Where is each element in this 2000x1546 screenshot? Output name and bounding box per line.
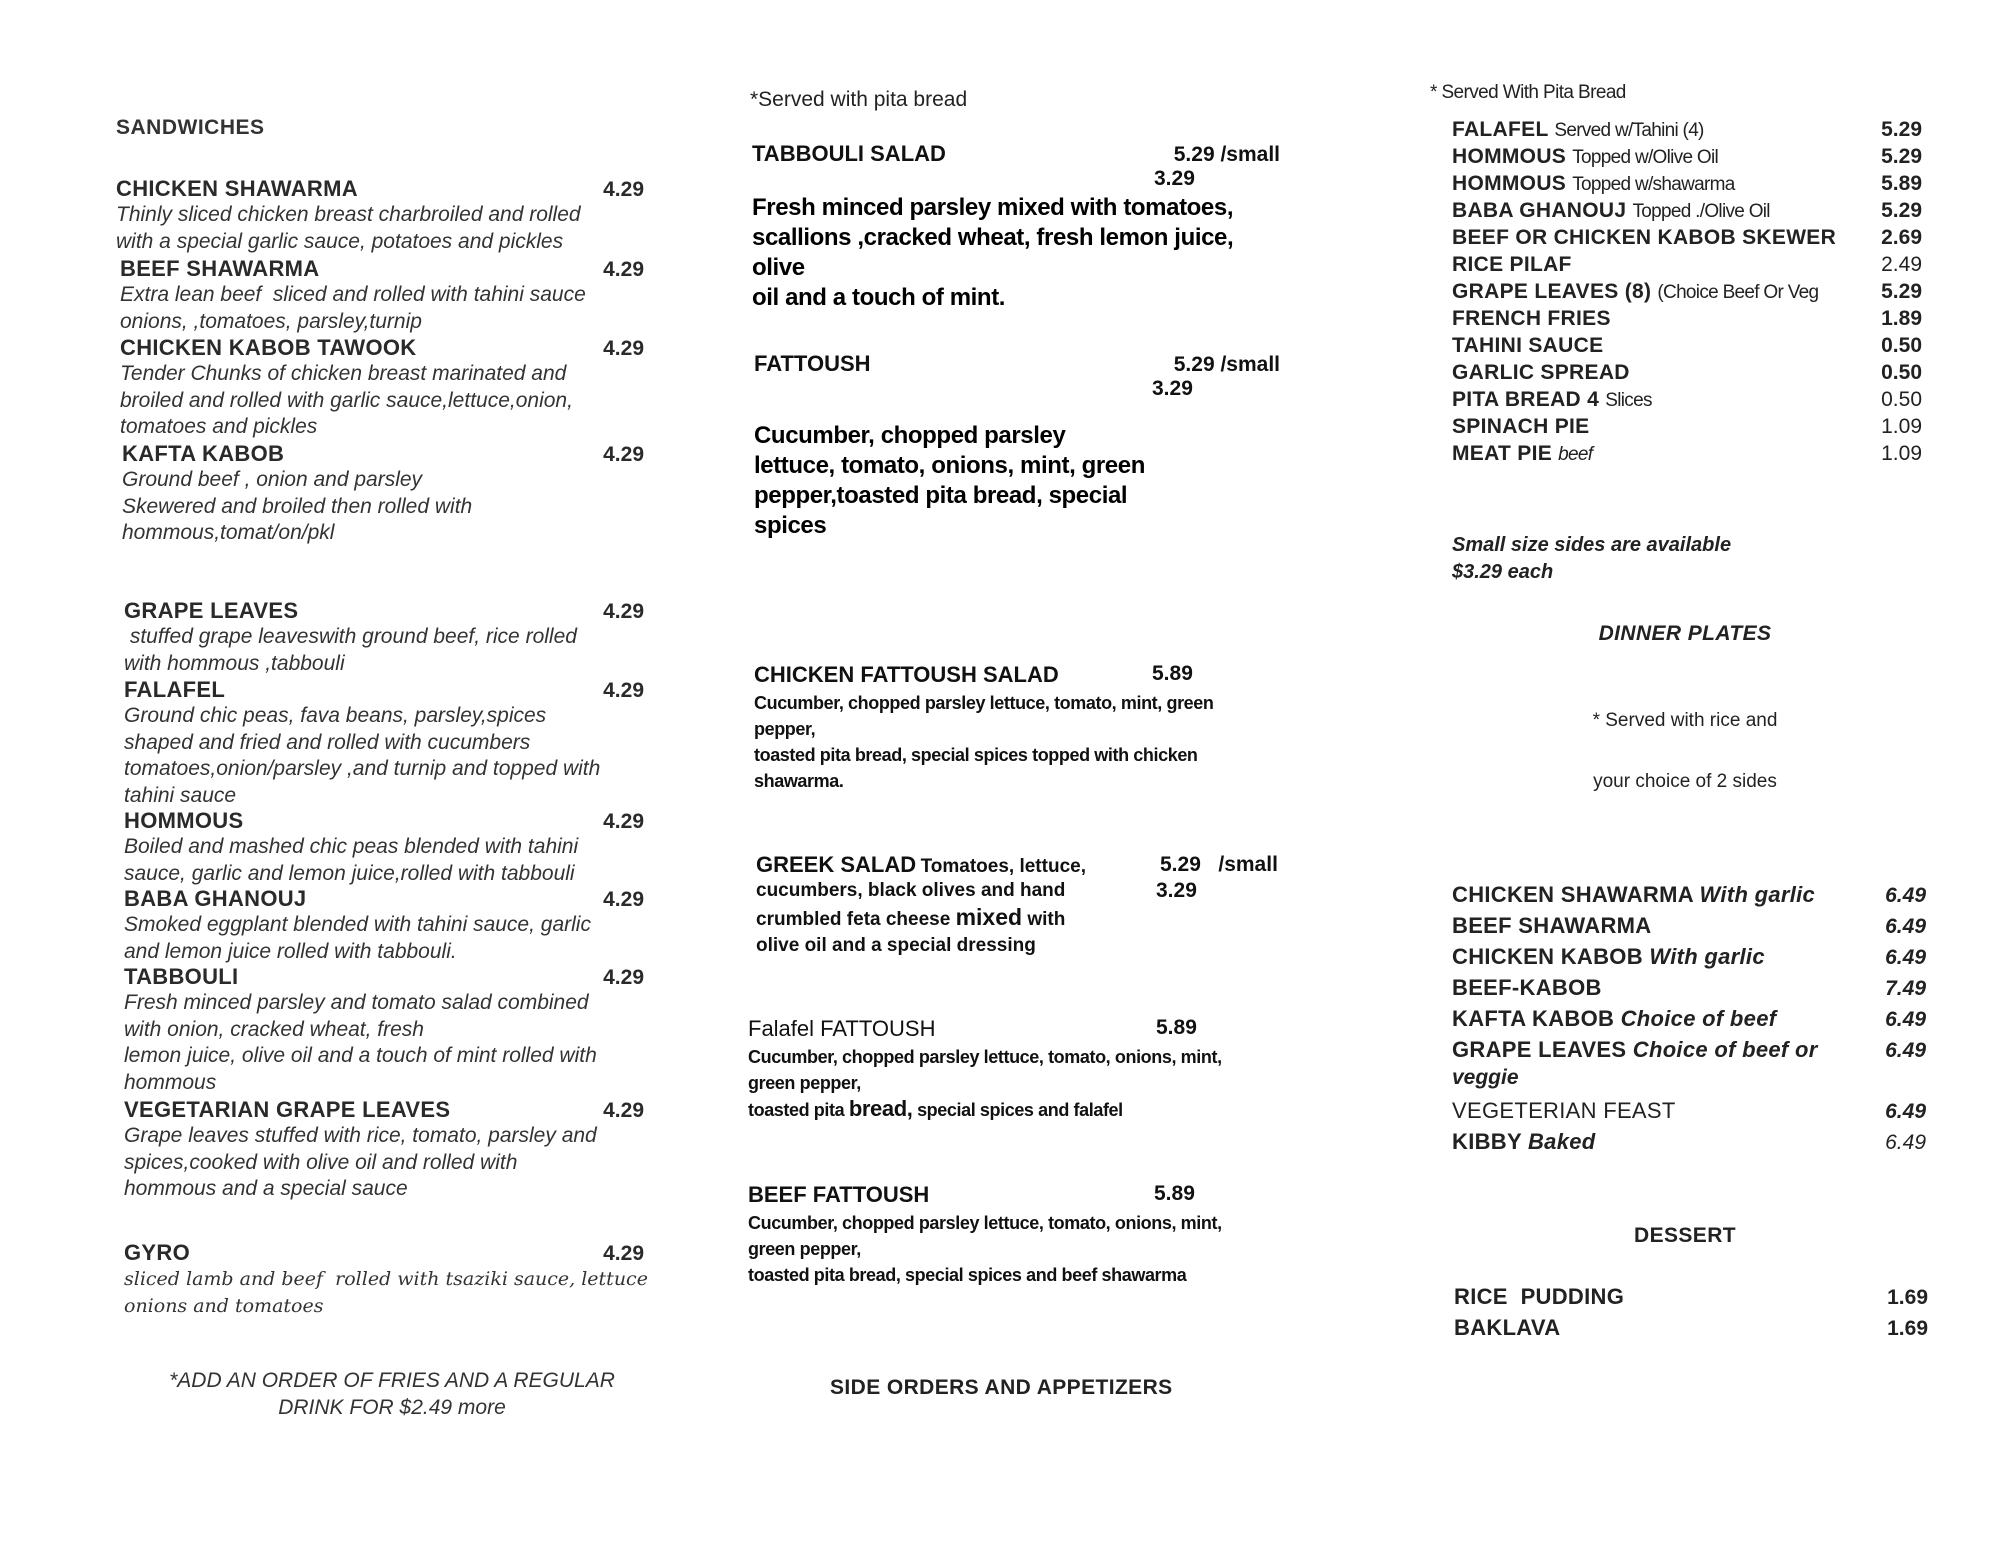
sandwich-name: KAFTA KABOB xyxy=(122,441,285,466)
fries-drink-note-line: DRINK FOR $2.49 more xyxy=(278,1396,506,1419)
sandwich-item xyxy=(124,1097,644,1203)
side-order-title: MEAT PIE xyxy=(1452,442,1553,465)
description-fragment: special spices and falafel xyxy=(917,1100,1123,1120)
sandwich-header xyxy=(116,176,644,202)
falafel-fattoush-item xyxy=(748,1016,1278,1123)
description-line: onions, ,tomatoes, parsley,turnip xyxy=(120,309,422,333)
dinner-plate-name xyxy=(1452,1006,1776,1032)
dinner-plate-row xyxy=(1452,1037,1926,1066)
side-order-item xyxy=(1452,442,1922,469)
item-small-price: 3.29 xyxy=(1152,377,1193,400)
sandwich-header xyxy=(124,598,644,624)
side-order-name xyxy=(1452,388,1652,412)
dinner-plate-price: 6.49 xyxy=(1885,1008,1926,1031)
sandwich-description xyxy=(122,467,644,547)
side-order-item xyxy=(1452,118,1922,145)
served-with-pita-note: *Served with pita bread xyxy=(750,88,968,111)
side-order-price: 5.29 xyxy=(1881,118,1922,141)
item-name: GREEK SALAD xyxy=(756,852,917,877)
side-order-name xyxy=(1452,361,1630,385)
sandwich-header xyxy=(124,886,644,912)
side-order-name xyxy=(1452,442,1592,466)
description-line: with a special garlic sauce, potatoes and pickles xyxy=(116,229,564,253)
sandwich-description xyxy=(120,282,644,335)
side-order-item xyxy=(1452,334,1922,361)
item-price: 5.89 xyxy=(1156,1016,1197,1039)
side-order-title: HOMMOUS xyxy=(1452,172,1567,195)
dessert-price: 1.69 xyxy=(1887,1317,1928,1340)
dessert-price: 1.69 xyxy=(1887,1286,1928,1309)
side-order-title: HOMMOUS xyxy=(1452,145,1567,168)
side-order-title: FALAFEL xyxy=(1452,118,1549,141)
description-line: lemon juice, olive oil and a touch of mint rolled with xyxy=(124,1044,597,1067)
side-order-price: 5.29 xyxy=(1881,280,1922,303)
served-with-pita-note: * Served With Pita Bread xyxy=(1430,82,1626,103)
dinner-plate-row xyxy=(1452,1129,1926,1158)
side-order-name xyxy=(1452,334,1603,358)
description-line: hommous and a special sauce xyxy=(124,1177,408,1200)
description-line: Thinly sliced chicken breast charbroiled and rolled xyxy=(116,203,581,226)
description-line: Fresh minced parsley mixed with tomatoes, xyxy=(752,194,1234,221)
sandwich-description xyxy=(124,1266,648,1320)
sandwich-description xyxy=(124,624,644,677)
sandwich-name: VEGETARIAN GRAPE LEAVES xyxy=(124,1097,451,1122)
sandwich-header xyxy=(120,335,644,361)
dinner-plate-price: 6.49 xyxy=(1885,1100,1926,1123)
dinner-plate-item xyxy=(1452,913,1926,942)
small-size-note-line: $3.29 each xyxy=(1452,561,1554,583)
side-order-item xyxy=(1452,145,1922,172)
description-line: Extra lean beef sliced and rolled with tahini sauce xyxy=(120,283,586,306)
description-line: Fresh minced parsley and tomato salad combined xyxy=(124,991,589,1014)
description-line: Cucumber, chopped parsley lettuce, tomato, onions, mint, xyxy=(748,1213,1222,1233)
item-name: FATTOUSH xyxy=(754,351,871,376)
description-line: green pepper, xyxy=(748,1073,861,1093)
description-line: Tender Chunks of chicken breast marinated and xyxy=(120,362,567,385)
description-line xyxy=(756,904,1286,933)
dinner-plate-title: VEGETERIAN FEAST xyxy=(1452,1098,1676,1123)
description-line: hommous,tomat/on/pkl xyxy=(122,521,335,544)
side-order-item xyxy=(1452,361,1922,388)
sandwich-price: 4.29 xyxy=(603,810,644,833)
description-line: pepper, xyxy=(754,719,816,739)
sandwich-name: HOMMOUS xyxy=(124,808,244,833)
dinner-plate-title: KAFTA KABOB xyxy=(1452,1006,1615,1031)
description-line: hommous xyxy=(124,1070,217,1094)
sandwich-name: BEEF SHAWARMA xyxy=(120,256,320,281)
sandwich-price: 4.29 xyxy=(603,337,644,360)
dinner-plate-price: 6.49 xyxy=(1885,915,1926,938)
side-order-item xyxy=(1452,199,1922,226)
sandwich-description xyxy=(124,990,644,1096)
side-order-name xyxy=(1452,118,1704,142)
description-line: tomatoes and pickles xyxy=(120,415,318,438)
description-line: Ground beef , onion and parsley xyxy=(122,468,423,491)
description-line: spices xyxy=(754,512,827,539)
description-line: pepper,toasted pita bread, special xyxy=(754,482,1128,509)
description-line: Skewered and broiled then rolled with xyxy=(122,494,473,518)
description-line: olive oil and a special dressing xyxy=(756,935,1036,956)
dinner-plate-row xyxy=(1452,882,1926,911)
item-price: 5.29 /small xyxy=(1173,353,1280,376)
dinner-plate-name xyxy=(1452,1098,1676,1124)
side-order-note: Slices xyxy=(1605,390,1652,411)
dessert-item xyxy=(1454,1284,1928,1315)
sandwich-price: 4.29 xyxy=(603,1242,644,1265)
sandwich-description xyxy=(124,1123,644,1203)
side-order-note: Topped ./Olive Oil xyxy=(1632,201,1770,222)
side-order-price: 0.50 xyxy=(1881,388,1922,411)
description-line: with hommous ,tabbouli xyxy=(124,651,345,675)
side-order-title: SPINACH PIE xyxy=(1452,415,1590,438)
item-description xyxy=(754,690,1280,794)
dinner-plate-name xyxy=(1452,1037,1818,1063)
dinner-plate-title: CHICKEN SHAWARMA xyxy=(1452,882,1694,907)
side-order-item xyxy=(1452,388,1922,415)
dinner-plate-price: 6.49 xyxy=(1885,1131,1926,1154)
description-line: and lemon juice rolled with tabbouli. xyxy=(124,939,457,963)
dinner-plate-name xyxy=(1452,944,1765,970)
description-line: Smoked eggplant blended with tahini sauce, garlic xyxy=(124,913,591,936)
dinner-plate-item xyxy=(1452,975,1926,1004)
dinner-plate-row xyxy=(1452,975,1926,1004)
dinner-plate-name xyxy=(1452,1129,1596,1155)
sandwich-header xyxy=(124,1240,644,1266)
dessert-title: DESSERT xyxy=(1634,1224,1736,1247)
sandwich-header xyxy=(124,677,644,703)
item-name: CHICKEN FATTOUSH SALAD xyxy=(754,662,1059,687)
dinner-sides-note: your choice of 2 sides xyxy=(1593,771,1777,792)
side-order-price: 2.49 xyxy=(1881,253,1922,276)
side-order-price: 1.09 xyxy=(1881,442,1922,465)
side-order-name xyxy=(1452,145,1718,169)
sandwich-description xyxy=(116,202,644,255)
dinner-plate-title: GRAPE LEAVES xyxy=(1452,1037,1627,1062)
description-line: toasted pita bread, special spices topped with chicken xyxy=(754,745,1198,765)
item-name: BEEF FATTOUSH xyxy=(748,1182,930,1207)
sandwich-item xyxy=(124,808,644,887)
side-order-item xyxy=(1452,307,1922,334)
sandwich-header xyxy=(124,964,644,990)
side-order-item xyxy=(1452,172,1922,199)
dinner-plate-price: 6.49 xyxy=(1885,884,1926,907)
dinner-plate-note-cont: veggie xyxy=(1452,1066,1519,1089)
chicken-fattoush-item xyxy=(754,662,1280,794)
description-line: stuffed grape leaveswith ground beef, rice rolled xyxy=(124,625,577,648)
side-order-price: 1.89 xyxy=(1881,307,1922,330)
side-order-title: GRAPE LEAVES (8) xyxy=(1452,280,1652,303)
sandwich-item xyxy=(122,441,644,547)
side-order-item xyxy=(1452,415,1922,442)
side-order-name xyxy=(1452,415,1590,439)
item-name: Falafel FATTOUSH xyxy=(748,1016,936,1041)
description-line: lettuce, tomato, onions, mint, green xyxy=(754,452,1145,479)
side-orders-list xyxy=(1452,118,1922,469)
sandwich-name: CHICKEN KABOB TAWOOK xyxy=(120,335,417,360)
description-line: onions and tomatoes xyxy=(124,1295,324,1317)
sandwich-price: 4.29 xyxy=(603,679,644,702)
sandwich-item xyxy=(124,886,644,965)
dinner-plate-price: 6.49 xyxy=(1885,1039,1926,1062)
sandwich-header xyxy=(124,808,644,834)
side-order-price: 1.09 xyxy=(1881,415,1922,438)
sandwich-description xyxy=(124,834,644,887)
side-order-item xyxy=(1452,253,1922,280)
sandwich-item xyxy=(120,256,644,335)
side-order-note: beef xyxy=(1558,444,1593,465)
greek-salad-item xyxy=(756,852,1286,959)
description-line: Cucumber, chopped parsley lettuce, tomato, mint, green xyxy=(754,693,1214,713)
side-order-name xyxy=(1452,226,1836,250)
sandwich-price: 4.29 xyxy=(603,258,644,281)
dinner-plate-note: Choice of beef or xyxy=(1632,1037,1818,1062)
fattoush-item xyxy=(754,351,1280,541)
side-order-note: Topped w/Olive Oil xyxy=(1572,147,1719,168)
description-fragment: toasted pita xyxy=(748,1100,845,1120)
side-order-name xyxy=(1452,172,1735,196)
side-order-price: 2.69 xyxy=(1881,226,1922,249)
side-order-price: 5.89 xyxy=(1881,172,1922,195)
side-order-price: 0.50 xyxy=(1881,334,1922,357)
dinner-plate-note: With garlic xyxy=(1649,944,1765,969)
sandwich-description xyxy=(120,361,644,441)
description-fragment: mixed xyxy=(955,904,1023,930)
sandwich-name: FALAFEL xyxy=(124,677,226,702)
sandwich-name: CHICKEN SHAWARMA xyxy=(116,176,358,201)
sandwich-item xyxy=(120,335,644,441)
description-fragment: crumbled feta cheese xyxy=(756,909,951,930)
sandwich-price: 4.29 xyxy=(603,600,644,623)
description-line: sauce, garlic and lemon juice,rolled with tabbouli xyxy=(124,861,575,885)
description-fragment: bread, xyxy=(848,1096,913,1121)
description-line: cucumbers, black olives and hand xyxy=(756,880,1066,901)
dinner-plate-item xyxy=(1452,1098,1926,1127)
sandwiches-title: SANDWICHES xyxy=(116,116,265,139)
sandwich-price: 4.29 xyxy=(603,178,644,201)
fries-drink-note-line: *ADD AN ORDER OF FRIES AND A REGULAR xyxy=(169,1369,615,1392)
description-fragment: with xyxy=(1027,909,1066,930)
sandwich-name: GYRO xyxy=(124,1240,190,1265)
side-order-title: BABA GHANOUJ xyxy=(1452,199,1627,222)
dinner-plate-note: With garlic xyxy=(1699,882,1816,907)
item-description xyxy=(752,193,1280,313)
item-description xyxy=(748,1044,1278,1123)
description-line: tahini sauce xyxy=(124,783,237,807)
fries-drink-note xyxy=(112,1367,672,1421)
sandwich-description xyxy=(124,912,644,965)
description-line: green pepper, xyxy=(748,1239,861,1259)
dinner-plate-name xyxy=(1452,913,1651,939)
description-line: Grape leaves stuffed with rice, tomato, parsley and xyxy=(124,1124,597,1147)
small-size-note xyxy=(1452,532,1731,586)
dinner-plate-title: BEEF SHAWARMA xyxy=(1452,913,1652,938)
description-line: shaped and fried and rolled with cucumbers xyxy=(124,730,531,754)
item-name: TABBOULI SALAD xyxy=(752,141,946,166)
dinner-plate-price: 7.49 xyxy=(1885,977,1926,1000)
description-line: Cucumber, chopped parsley xyxy=(754,422,1066,449)
item-description xyxy=(754,421,1280,541)
sandwich-header xyxy=(124,1097,644,1123)
description-line: with onion, cracked wheat, fresh xyxy=(124,1017,424,1041)
side-order-item xyxy=(1452,226,1922,253)
side-order-name xyxy=(1452,280,1818,304)
dinner-plate-note: Choice of beef xyxy=(1620,1006,1777,1031)
dessert-name: RICE PUDDING xyxy=(1454,1284,1625,1309)
dinner-plate-row xyxy=(1452,913,1926,942)
side-order-note: Served w/Tahini (4) xyxy=(1554,120,1704,141)
side-order-name xyxy=(1452,307,1611,331)
dinner-plate-item xyxy=(1452,882,1926,911)
sandwich-item xyxy=(124,1240,648,1320)
sandwich-item xyxy=(124,677,644,809)
item-small-price: 3.29 xyxy=(1156,879,1197,902)
item-price: 5.89 xyxy=(1154,1182,1195,1205)
dinner-plate-item xyxy=(1452,944,1926,973)
dinner-plate-title: KIBBY xyxy=(1452,1129,1522,1154)
dinner-plates-title: DINNER PLATES xyxy=(1598,622,1772,645)
description-line: oil and a touch of mint. xyxy=(752,284,1006,311)
dinner-plate-row xyxy=(1452,1098,1926,1127)
dinner-plate-name xyxy=(1452,975,1602,1001)
dinner-plate-item xyxy=(1452,1006,1926,1035)
side-order-price: 5.29 xyxy=(1881,199,1922,222)
small-size-note-line: Small size sides are available xyxy=(1452,534,1732,556)
item-price: 5.29 /small xyxy=(1173,143,1280,166)
dinner-served-note: * Served with rice and xyxy=(1592,710,1778,731)
side-order-note: (Choice Beef Or Veg xyxy=(1657,282,1819,303)
sandwich-price: 4.29 xyxy=(603,1099,644,1122)
sandwich-header xyxy=(120,256,644,282)
side-order-title: BEEF OR CHICKEN KABOB SKEWER xyxy=(1452,226,1837,249)
tabbouli-salad-item xyxy=(752,141,1280,313)
description-line xyxy=(748,1096,1278,1123)
side-order-name xyxy=(1452,199,1770,223)
sandwich-item xyxy=(124,964,644,1096)
sandwich-price: 4.29 xyxy=(603,888,644,911)
dinner-plate-row xyxy=(1452,1006,1926,1035)
dinner-plate-title: BEEF-KABOB xyxy=(1452,975,1602,1000)
side-order-title: TAHINI SAUCE xyxy=(1452,334,1604,357)
side-order-price: 0.50 xyxy=(1881,361,1922,384)
description-line: tomatoes,onion/parsley ,and turnip and topped with xyxy=(124,757,601,780)
dinner-plates-list xyxy=(1452,882,1926,1160)
side-order-title: FRENCH FRIES xyxy=(1452,307,1611,330)
description-line: broiled and rolled with garlic sauce,lettuce,onion, xyxy=(120,388,573,412)
description-line: sliced lamb and beef rolled with tsaziki sauce, lettuce xyxy=(124,1268,648,1290)
sandwich-item xyxy=(116,176,644,255)
dinner-plate-item xyxy=(1452,1129,1926,1158)
dessert-name: BAKLAVA xyxy=(1454,1315,1561,1340)
description-line: toasted pita bread, special spices and beef shawarma xyxy=(748,1265,1187,1285)
description-line: shawarma. xyxy=(754,771,844,791)
dinner-plate-title: CHICKEN KABOB xyxy=(1452,944,1643,969)
side-order-price: 5.29 xyxy=(1881,145,1922,168)
beef-fattoush-item xyxy=(748,1182,1278,1288)
sandwich-name: BABA GHANOUJ xyxy=(124,886,307,911)
sandwich-price: 4.29 xyxy=(603,443,644,466)
side-order-note: Topped w/shawarma xyxy=(1572,174,1735,195)
description-line: Cucumber, chopped parsley lettuce, tomato, onions, mint, xyxy=(748,1047,1222,1067)
item-description-inline: Tomatoes, lettuce, xyxy=(920,856,1086,877)
description-line: scallions ,cracked wheat, fresh lemon juice, olive xyxy=(752,224,1234,281)
sandwich-name: GRAPE LEAVES xyxy=(124,598,299,623)
dinner-plate-note: Baked xyxy=(1527,1129,1596,1154)
sandwich-item xyxy=(124,598,644,677)
dinner-plate-item xyxy=(1452,1037,1926,1096)
side-order-title: PITA BREAD 4 xyxy=(1452,388,1600,411)
side-order-title: GARLIC SPREAD xyxy=(1452,361,1630,384)
dessert-list xyxy=(1454,1284,1928,1346)
dinner-plate-price: 6.49 xyxy=(1885,946,1926,969)
dessert-item xyxy=(1454,1315,1928,1346)
side-order-item xyxy=(1452,280,1922,307)
description-line: Boiled and mashed chic peas blended with tahini xyxy=(124,835,579,858)
item-description xyxy=(748,1210,1278,1288)
description-line: spices,cooked with olive oil and rolled with xyxy=(124,1150,518,1174)
sandwich-price: 4.29 xyxy=(603,966,644,989)
item-price: 5.89 xyxy=(1152,662,1193,685)
dinner-plate-name xyxy=(1452,882,1815,908)
side-order-title: RICE PILAF xyxy=(1452,253,1572,276)
sandwich-name: TABBOULI xyxy=(124,964,239,989)
dinner-plate-row xyxy=(1452,944,1926,973)
side-order-name xyxy=(1452,253,1572,277)
item-price: 5.29 /small xyxy=(1160,853,1278,876)
sandwich-header xyxy=(122,441,644,467)
side-orders-heading: SIDE ORDERS AND APPETIZERS xyxy=(830,1376,1173,1399)
sandwich-description xyxy=(124,703,644,809)
item-small-price: 3.29 xyxy=(1154,167,1195,190)
description-line: Ground chic peas, fava beans, parsley,spices xyxy=(124,704,547,727)
